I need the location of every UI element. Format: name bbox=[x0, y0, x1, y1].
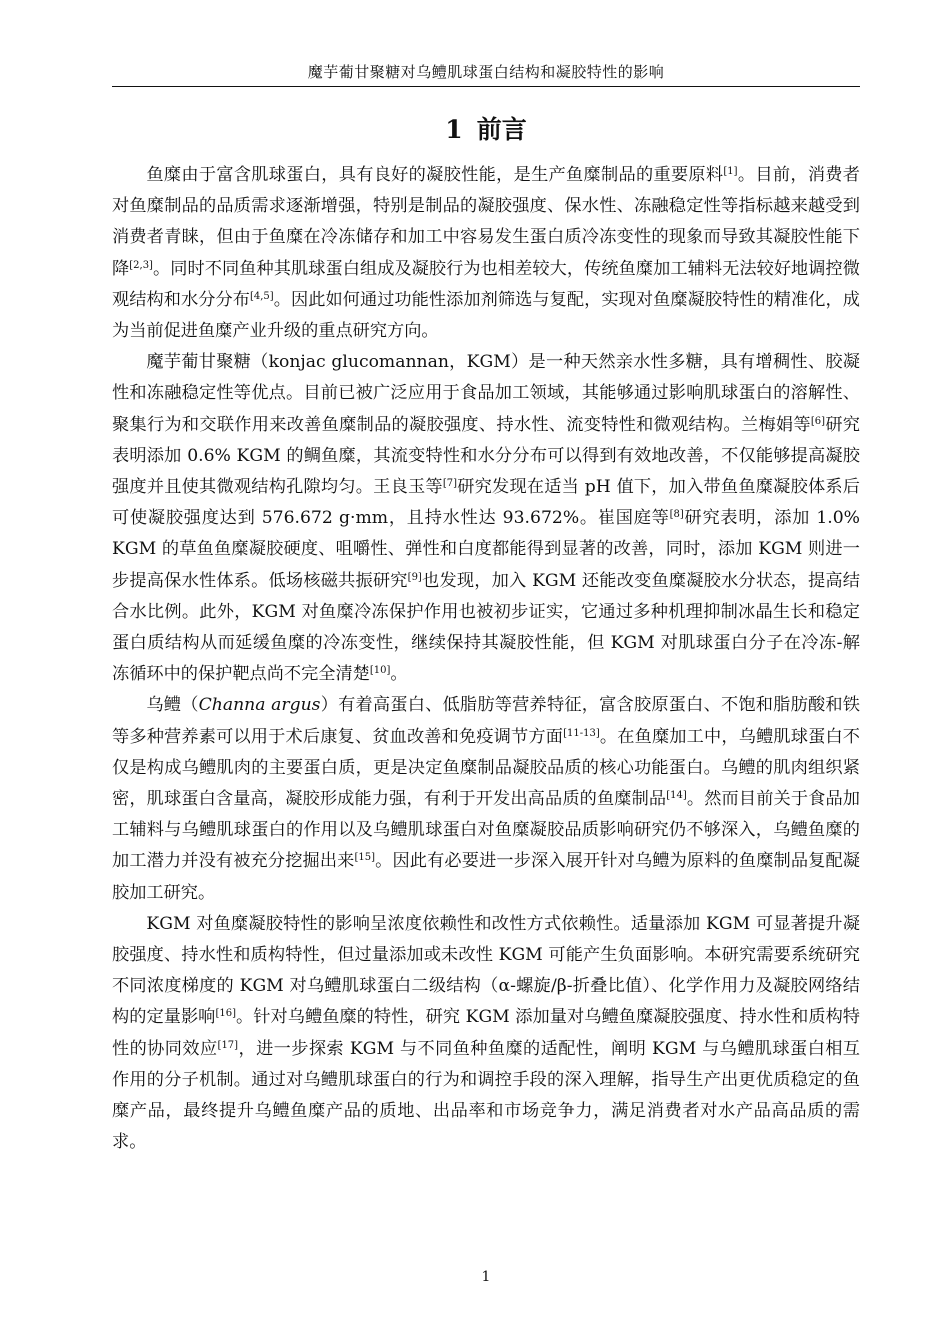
citation-ref: [8] bbox=[669, 509, 684, 521]
citation-ref: [6] bbox=[810, 415, 826, 427]
header-rule bbox=[112, 86, 860, 87]
species-name: Channa argus bbox=[198, 695, 321, 716]
text-run: 。同时不同鱼种其肌球蛋白组成及凝胶行为也相差较大，传统鱼糜加工辅料无法较好地调控微观结构和水分分布 bbox=[112, 258, 860, 310]
citation-ref: [9] bbox=[407, 571, 422, 583]
section-title-text: 前言 bbox=[476, 115, 527, 144]
text-run: 研究表明添加 0.6% KGM 的鲷鱼糜，其流变特性和水分分布可以得到有效地改善，不仅能够提高凝胶强度并且使其微观结构孔隙均匀。王良玉等 bbox=[112, 414, 860, 498]
text-run: ）有着高蛋白、低脂肪等营养特征，富含胶原蛋白、不饱和脂肪酸和铁等多种营养素可以用于术后康复、贫血改善和免疫调节方面 bbox=[112, 695, 860, 747]
text-run: 乌鳢（ bbox=[146, 695, 199, 716]
citation-ref: [17] bbox=[217, 1039, 239, 1051]
section-title bbox=[112, 110, 860, 150]
text-run: 研究发现在适当 pH 值下，加入带鱼鱼糜凝胶体系后可使凝胶强度达到 576.672 g·mm，且持水性达 93.672%。崔国庭等 bbox=[112, 477, 860, 529]
citation-ref: [14] bbox=[666, 790, 687, 802]
citation-ref: [1] bbox=[723, 166, 738, 177]
citation-ref: [10] bbox=[369, 665, 391, 677]
text-run: 。目前，消费者对鱼糜制品的品质需求逐渐增强，特别是制品的凝胶强度、保水性、冻融稳定性等指标越来越受到消费者青睐，但由于鱼糜在冷冻储存和加工中容易发生蛋白质冷冻变性的现象而导致其凝胶性能下降 bbox=[112, 165, 860, 279]
section-number: 1 bbox=[445, 115, 463, 144]
text-run: 。在鱼糜加工中，乌鳢肌球蛋白不仅是构成乌鳢肌肉的主要蛋白质，更是决定鱼糜制品凝胶品质的核心功能蛋白。乌鳢的肌肉组织紧密，肌球蛋白含量高，凝胶形成能力强，有利于开发出高品质的鱼糜制品 bbox=[112, 726, 860, 810]
citation-ref: [15] bbox=[354, 852, 376, 864]
citation-ref: [16] bbox=[215, 1008, 236, 1020]
text-run: 。针对乌鳢鱼糜的特性，研究 KGM 添加量对乌鳢鱼糜凝胶强度、持水性和质构特性的协同效应 bbox=[112, 1007, 860, 1059]
body-text bbox=[112, 160, 860, 1159]
page-number: 1 bbox=[481, 1269, 491, 1285]
text-run: 。然而目前关于食品加工辅料与乌鳢肌球蛋白的作用以及乌鳢肌球蛋白对鱼糜凝胶品质影响研究仍不够深入，乌鳢鱼糜的加工潜力并没有被充分挖掘出来 bbox=[112, 789, 860, 872]
citation-ref: [7] bbox=[442, 478, 457, 490]
text-run: 也发现，加入 KGM 还能改变鱼糜凝胶水分状态，提高结合水比例。此外，KGM 对鱼糜冷冻保护作用也被初步证实，它通过多种机理抑制冰晶生长和稳定蛋白质结构从而延缓鱼糜的冷冻变性，继续保持其凝胶性能，但 KGM 对肌球蛋白分子在冷冻-解冻循环中的保护靶点尚不完全清楚 bbox=[112, 570, 860, 685]
text-run: 研究表明，添加 1.0% KGM 的草鱼鱼糜凝胶硬度、咀嚼性、弹性和白度都能得到显著的改善，同时，添加 KGM 则进一步提高保水性体系。低场核磁共振研究 bbox=[112, 508, 860, 591]
paragraph bbox=[112, 160, 860, 347]
text-run: 鱼糜由于富含肌球蛋白，具有良好的凝胶性能，是生产鱼糜制品的重要原料 bbox=[146, 165, 724, 185]
citation-ref: [2,3] bbox=[129, 259, 153, 271]
text-run: 。因此如何通过功能性添加剂筛选与复配，实现对鱼糜凝胶特性的精准化，成为当前促进鱼糜产业升级的重点研究方向。 bbox=[112, 289, 860, 342]
paragraph bbox=[112, 690, 860, 908]
paragraph bbox=[112, 909, 860, 1159]
text-run: KGM 对鱼糜凝胶特性的影响呈浓度依赖性和改性方式依赖性。适量添加 KGM 可显著提升凝胶强度、持水性和质构特性，但过量添加或未改性 KGM 可能产生负面影响。本研究需要系统研究不同浓度梯度的 KGM 对乌鳢肌球蛋白二级结构（α-螺旋/β-折叠比值）、化学作用力及凝胶网络结构的定量影响 bbox=[112, 913, 860, 1028]
text-run: 。因此有必要进一步深入展开针对乌鳢为原料的鱼糜制品复配凝胶加工研究。 bbox=[112, 851, 860, 903]
citation-ref: [4,5] bbox=[249, 290, 274, 302]
running-header: 魔芋葡甘聚糖对乌鳢肌球蛋白结构和凝胶特性的影响 bbox=[307, 63, 665, 81]
text-run: 。 bbox=[390, 664, 408, 685]
citation-ref: [11-13] bbox=[563, 727, 600, 739]
text-run: 魔芋葡甘聚糖（konjac glucomannan，KGM）是一种天然亲水性多糖，具有增稠性、胶凝性和冻融稳定性等优点。目前已被广泛应用于食品加工领域，其能够通过影响肌球蛋白的溶解性、聚集行为和交联作用来改善鱼糜制品的凝胶强度、持水性、流变特性和微观结构。兰梅娟等 bbox=[112, 352, 860, 435]
paragraph bbox=[112, 347, 860, 690]
text-run: ，进一步探索 KGM 与不同鱼种鱼糜的适配性，阐明 KGM 与乌鳢肌球蛋白相互作用的分子机制。通过对乌鳢肌球蛋白的行为和调控手段的深入理解，指导生产出更优质稳定的鱼糜产品，最终提升乌鳢鱼糜产品的质地、出品率和市场竞争力，满足消费者对水产品高品质的需求。 bbox=[112, 1038, 860, 1153]
